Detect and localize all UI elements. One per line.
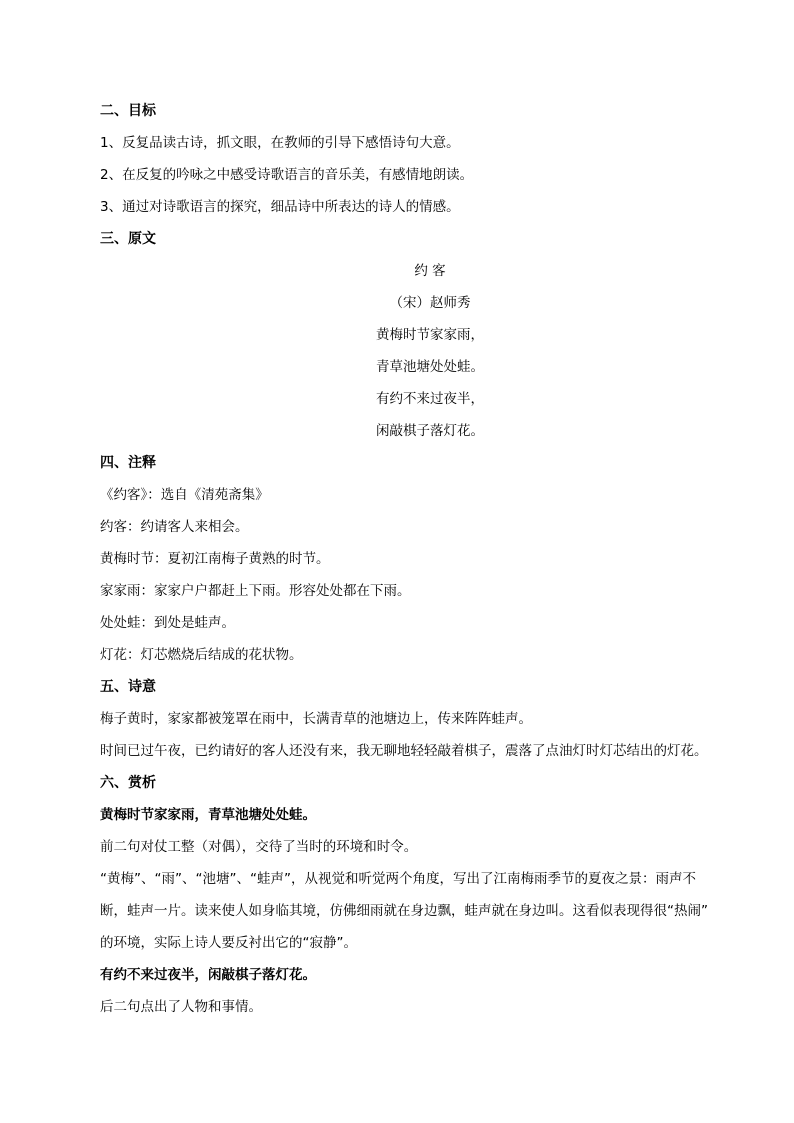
poem-line-2: 青草池塘处处蛙。 — [376, 359, 484, 375]
note-item-5: 处处蛙：到处是蛙声。 — [100, 615, 235, 631]
note-item-3: 黄梅时节：夏初江南梅子黄熟的时节。 — [100, 551, 330, 567]
appreciation-couplet-2: 有约不来过夜半，闲敲棋子落灯花。 — [100, 967, 316, 983]
note-item-1: 《约客》：选自《清苑斋集》 — [100, 487, 269, 503]
appreciation-paragraph-1: 前二句对仗工整（对偶），交待了当时的环境和时令。 — [100, 839, 418, 855]
appreciation-paragraph-3: 后二句点出了人物和事情。 — [100, 999, 262, 1015]
section-heading-appreciation: 六、赏析 — [100, 775, 156, 791]
note-item-6: 灯花：灯芯燃烧后结成的花状物。 — [100, 647, 303, 663]
poem-title: 约 客 — [414, 263, 446, 279]
meaning-item-2: 时间已过午夜，已约请好的客人还没有来，我无聊地轻轻敲着棋子，震落了点油灯时灯芯结出的灯花。 — [100, 743, 708, 759]
poem-author: （宋）赵师秀 — [389, 295, 471, 311]
document-page — [100, 96, 750, 1024]
appreciation-paragraph-2-line-3: 的环境，实际上诗人要反衬出它的“寂静”。 — [100, 935, 357, 951]
note-item-2: 约客：约请客人来相会。 — [100, 519, 249, 535]
poem-line-3: 有约不来过夜半， — [376, 391, 484, 407]
note-item-4: 家家雨：家家户户都赶上下雨。形容处处都在下雨。 — [100, 583, 411, 599]
section-heading-notes: 四、注释 — [100, 455, 156, 471]
appreciation-paragraph-2-line-1: “黄梅”、“雨”、“池塘”、“蛙声”，从视觉和听觉两个角度，写出了江南梅雨季节的夏夜之景：雨声不 — [100, 871, 696, 887]
appreciation-couplet-1: 黄梅时节家家雨，青草池塘处处蛙。 — [100, 807, 316, 823]
goal-item-3: 3、通过对诗歌语言的探究，细品诗中所表达的诗人的情感。 — [100, 199, 460, 215]
goal-item-2: 2、在反复的吟咏之中感受诗歌语言的音乐美，有感情地朗读。 — [100, 167, 474, 183]
section-heading-goals: 二、目标 — [100, 103, 156, 119]
poem-line-4: 闲敲棋子落灯花。 — [376, 423, 484, 439]
section-heading-original: 三、原文 — [100, 231, 156, 247]
section-heading-meaning: 五、诗意 — [100, 679, 156, 695]
appreciation-paragraph-2-line-2: 断，蛙声一片。读来使人如身临其境，仿佛细雨就在身边飘，蛙声就在身边叫。这看似表现得很“热闹” — [100, 903, 708, 919]
poem-line-1: 黄梅时节家家雨， — [376, 327, 484, 343]
meaning-item-1: 梅子黄时，家家都被笼罩在雨中，长满青草的池塘边上，传来阵阵蛙声。 — [100, 711, 532, 727]
goal-item-1: 1、反复品读古诗，抓文眼，在教师的引导下感悟诗句大意。 — [100, 135, 460, 151]
